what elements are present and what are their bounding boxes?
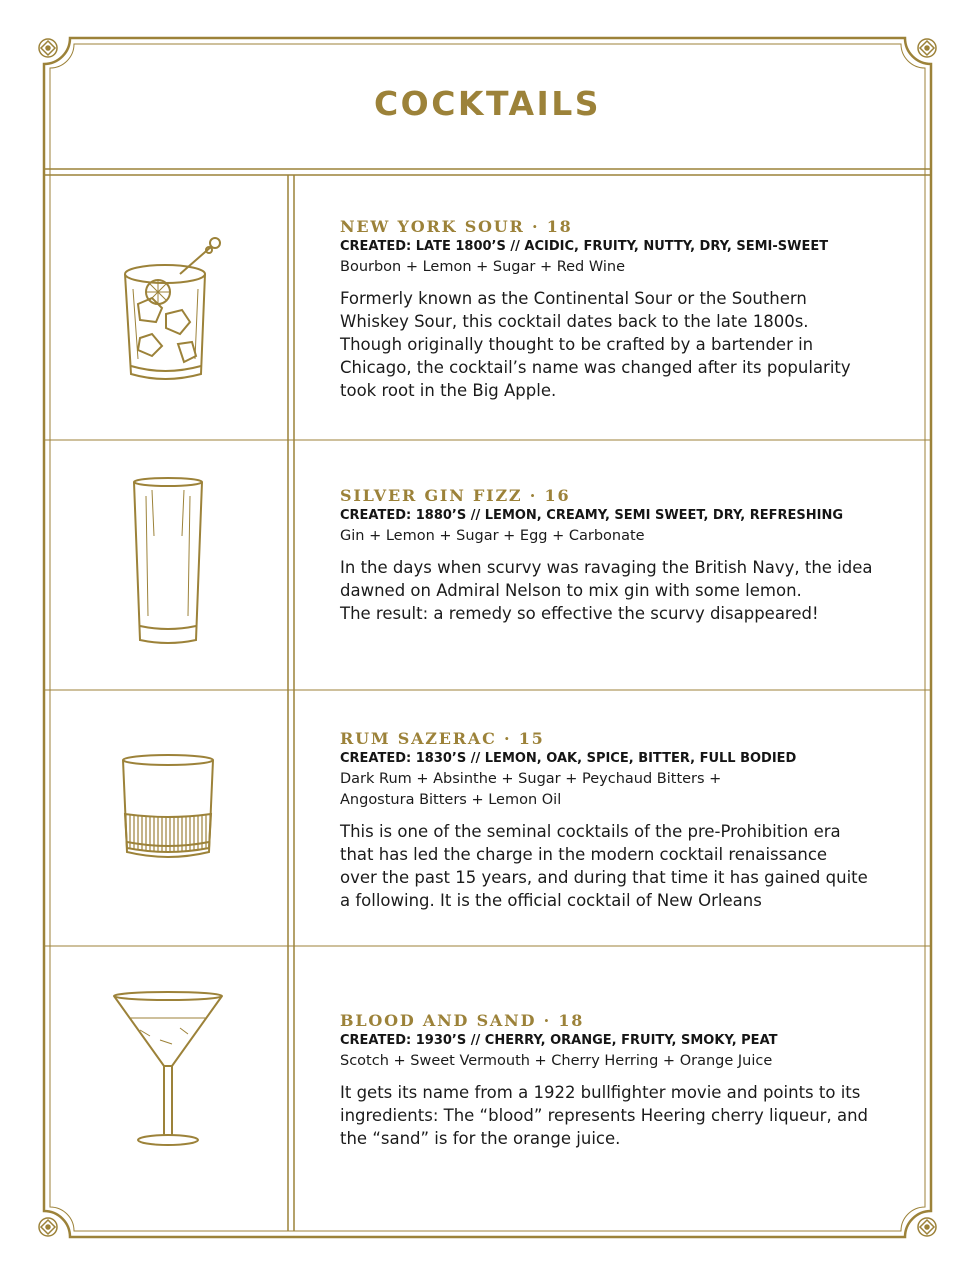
list-item [340,486,900,625]
cocktail-ingredients: Gin + Lemon + Sugar + Egg + Carbonate [340,528,645,544]
corner-ornament-icon [37,37,59,59]
cocktail-name: RUM SAZERAC · 15 [340,729,545,748]
cocktail-ingredients: Scotch + Sweet Vermouth + Cherry Herring + Orange Juice [340,1053,773,1069]
page-title: COCKTAILS [373,84,602,123]
corner-ornament-icon [916,37,938,59]
list-item [340,217,900,402]
corner-ornament-icon [916,1216,938,1238]
highball-glass-icon [128,476,208,648]
cocktail-meta: CREATED: LATE 1800’S // ACIDIC, FRUITY, NUTTY, DRY, SEMI-SWEET [340,239,829,254]
cocktail-meta: CREATED: 1930’S // CHERRY, ORANGE, FRUITY, SMOKY, PEAT [340,1033,778,1048]
cocktail-description: This is one of the seminal cocktails of the pre-Prohibition era that has led the charge in the modern cocktail renaissance over the past 15 years, and during that time it has gained quite a following. It is the official cocktail of New Orleans [340,822,868,910]
martini-glass-icon [110,990,226,1150]
corner-ornament-icon [37,1216,59,1238]
cocktail-name: NEW YORK SOUR · 18 [340,217,573,236]
cocktail-name: BLOOD AND SAND · 18 [340,1011,585,1030]
cocktail-description: Formerly known as the Continental Sour or the Southern Whiskey Sour, this cocktail dates back to the late 1800s. Though originally thought to be crafted by a bartender in Chicago, the cocktail’s name was changed after its popularity took root in the Big Apple. [340,289,851,400]
cocktail-ingredients: Dark Rum + Absinthe + Sugar + Peychaud Bitters + Angostura Bitters + Lemon Oil [340,771,722,808]
list-item [340,729,900,912]
cocktail-description: It gets its name from a 1922 bullfighter movie and points to its ingredients: The “blood” represents Heering cherry liqueur, and the “sand” is for the orange juice. [340,1083,868,1148]
cocktail-description: In the days when scurvy was ravaging the British Navy, the idea dawned on Admiral Nelson to mix gin with some lemon. The result: a remedy so effective the scurvy disappeared! [340,558,873,623]
rocks-glass-with-fruit-icon [118,234,228,384]
cocktail-ingredients: Bourbon + Lemon + Sugar + Red Wine [340,259,626,275]
old-fashioned-glass-icon [113,752,223,864]
cocktail-meta: CREATED: 1880’S // LEMON, CREAMY, SEMI SWEET, DRY, REFRESHING [340,508,844,523]
cocktail-name: SILVER GIN FIZZ · 16 [340,486,571,505]
list-item [340,1011,900,1150]
cocktail-meta: CREATED: 1830’S // LEMON, OAK, SPICE, BITTER, FULL BODIED [340,751,797,766]
